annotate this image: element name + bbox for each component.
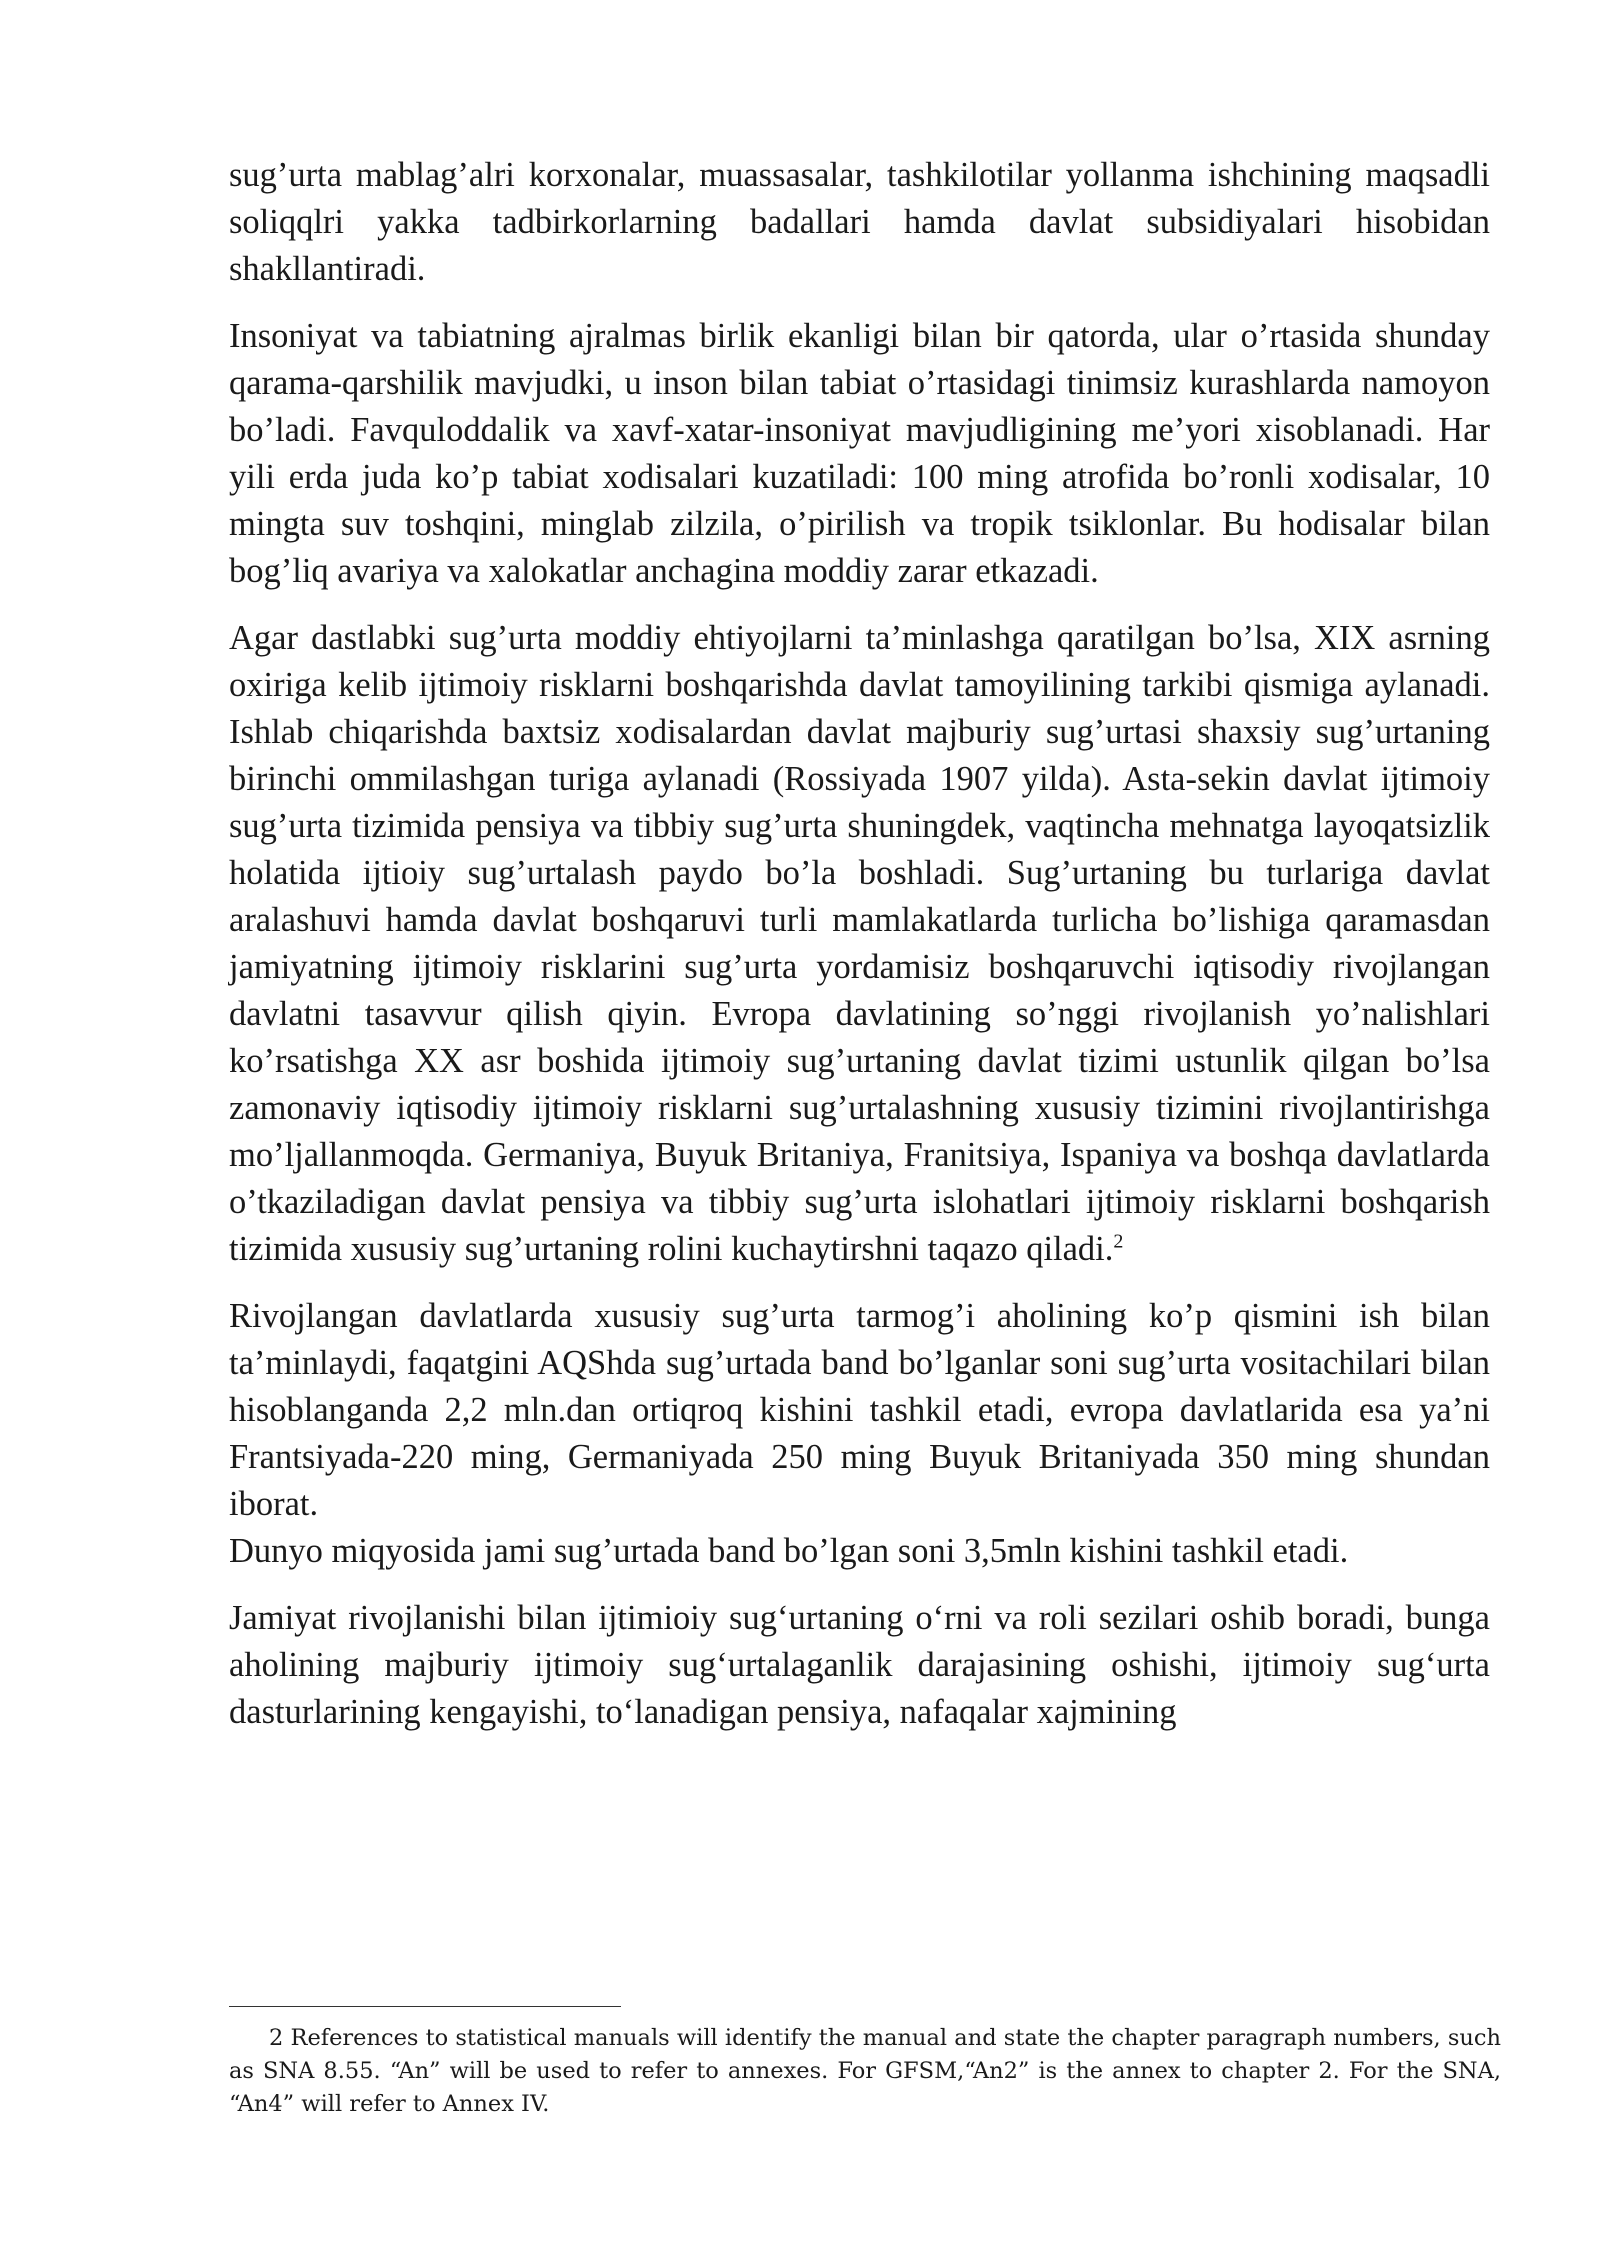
footnote-text: References to statistical manuals will identify the manual and state the chapter paragraph numbers, such as SNA 8.55. “An” will be used to refer to annexes. For GFSM,“An2” is the annex to chapter 2. For the SNA, “An4” will refer to Annex IV. [229,2025,1501,2117]
footnote-number: 2 [269,2025,284,2051]
paragraph-2: Insoniyat va tabiatning ajralmas birlik ekanligi bilan bir qatorda, ular o’rtasida shunday qarama-qarshilik mavjudki, u inson bilan tabiat o’rtasidagi tinimsiz kurashlarda namoyon bo’ladi. Favquloddalik va xavf-xatar-insoniyat mavjudligining me’yori xisoblanadi. Har yili erda juda ko’p tabiat xodisalari kuzatiladi: 100 ming atrofida bo’ronli xodisalar, 10 mingta suv toshqini, minglab zilzila, o’pirilish va tropik tsiklonlar. Bu hodisalar bilan bog’liq avariya va xalokatlar anchagina moddiy zarar etkazadi. [229,317,1490,590]
document-body [229,152,1490,1736]
paragraph-4: Rivojlangan davlatlarda xususiy sug’urta tarmog’i aholining ko’p qismini ish bilan ta’minlaydi, faqatgini AQShda sug’urtada band bo’lganlar soni sug’urta vositachilari bilan hisoblanganda 2,2 mln.dan ortiqroq kishini tashkil etadi, evropa davlatlarida esa ya’ni Frantsiyada-220 ming, Germaniyada 250 ming Buyuk Britaniyada 350 ming shundan iborat. [229,1297,1490,1523]
footnote [229,2022,1501,2121]
footnote-reference[interactable]: 2 [1113,1230,1124,1253]
footnote-separator [229,2006,621,2007]
paragraph-3 [229,615,1490,1273]
paragraph-5: Dunyo miqyosida jami sug’urtada band bo’lgan soni 3,5mln kishini tashkil etadi. [229,1532,1349,1570]
paragraph-1: sug’urta mablag’alri korxonalar, muassasalar, tashkilotilar yollanma ishchining maqsadli soliqqlri yakka tadbirkorlarning badallari hamda davlat subsidiyalari hisobidan shakllantiradi. [229,156,1490,288]
paragraph-6: Jamiyat rivojlanishi bilan ijtimioiy sug‘urtaning o‘rni va roli sezilari oshib boradi, bunga aholining majburiy ijtimoiy sug‘urtalaganlik darajasining oshishi, ijtimoiy sug‘urta dasturlarining kengayishi, to‘lanadigan pensiya, nafaqalar xajmining [229,1599,1490,1731]
paragraph-3-text: Agar dastlabki sug’urta moddiy ehtiyojlarni ta’minlashga qaratilgan bo’lsa, XIX asrning oxiriga kelib ijtimoiy risklarni boshqarishda davlat tamoyilining tarkibi qismiga aylanadi. Ishlab chiqarishda baxtsiz xodisalardan davlat majburiy sug’urtasi shaxsiy sug’urtaning birinchi ommilashgan turiga aylanadi (Rossiyada 1907 yilda). Asta-sekin davlat ijtimoiy sug’urta tizimida pensiya va tibbiy sug’urta shuningdek, vaqtincha mehnatga layoqatsizlik holatida ijtioiy sug’urtalash paydo bo’la boshladi. Sug’urtaning bu turlariga davlat aralashuvi hamda davlat boshqaruvi turli mamlakatlarda turlicha bo’lishiga qaramasdan jamiyatning ijtimoiy risklarini sug’urta yordamisiz boshqaruvchi iqtisodiy rivojlangan davlatni tasavvur qilish qiyin. Evropa davlatining so’nggi rivojlanish yo’nalishlari ko’rsatishga XX asr boshida ijtimoiy sug’urtaning davlat tizimi ustunlik qilgan bo’lsa zamonaviy iqtisodiy ijtimoiy risklarni sug’urtalashning xususiy tizimini rivojlantirishga mo’ljallanmoqda. Germaniya, Buyuk Britaniya, Franitsiya, Ispaniya va boshqa davlatlarda o’tkaziladigan davlat pensiya va tibbiy sug’urta islohatlari ijtimoiy risklarni boshqarish tizimida xususiy sug’urtaning rolini kuchaytirshni taqazo qiladi. [229,619,1490,1268]
